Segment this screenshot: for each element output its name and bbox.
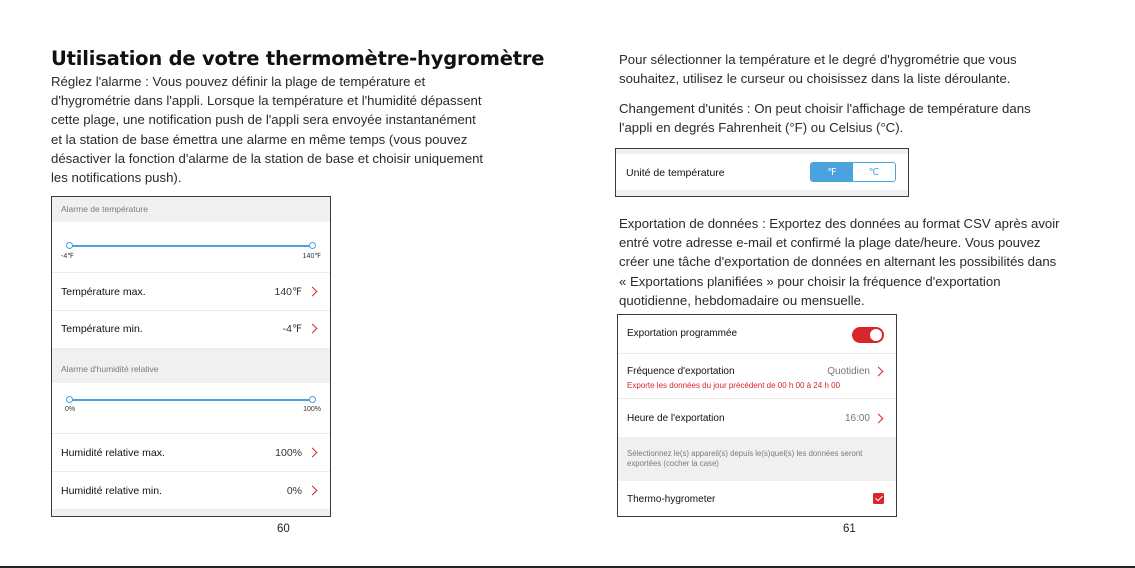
humidity-max-value: 100%: [275, 447, 302, 459]
temp-min-handle[interactable]: [66, 242, 73, 249]
unit-panel-top-strip: [616, 149, 908, 154]
left-page: [0, 0, 567, 568]
alarm-settings-panel: [51, 196, 331, 517]
humidity-min-handle[interactable]: [66, 396, 73, 403]
right-page: [567, 0, 1135, 568]
temp-slider-min-label: -4℉: [61, 253, 74, 260]
celsius-option[interactable]: ℃: [853, 163, 895, 181]
device-checkbox[interactable]: [873, 493, 884, 504]
export-time-value: 16:00: [844, 413, 870, 424]
unit-panel-bottom-strip: [616, 190, 908, 196]
humidity-slider-max-label: 100%: [303, 406, 321, 413]
scheduled-export-row: Exportation programmée: [618, 315, 896, 354]
panel-footer-strip: [52, 510, 330, 517]
export-time-row[interactable]: Heure de l'exportation 16:00: [618, 399, 896, 437]
device-selection-section: Sélectionnez le(s) appareil(s) depuis le(s)quel(s) les données seront exportées (cocher la case): [618, 437, 896, 481]
export-panel: [617, 314, 897, 517]
device-row[interactable]: Thermo-hygrometer: [618, 481, 896, 516]
humidity-slider[interactable]: [52, 383, 330, 434]
chevron-right-icon: [308, 486, 318, 496]
alarm-paragraph: Réglez l'alarme : Vous pouvez définir la plage de température et d'hygrométrie dans l'appli. Lorsque la température et l'humidité dépassent cette plage, une notification push de l'appli sera envoyée instantanément et la station de base émettra une alarme en même temps (vous pouvez désactiver la fonction d'alarme de la station de base et choisir uniquement les notifications push).: [51, 74, 484, 186]
humidity-min-row[interactable]: Humidité relative min. 0%: [52, 472, 330, 510]
humidity-min-value: 0%: [286, 485, 302, 497]
page-number-right: 61: [843, 523, 856, 535]
chevron-right-icon: [874, 367, 884, 377]
temp-max-row[interactable]: Température max. 140℉: [52, 273, 330, 311]
export-frequency-note: Exporte les données du jour précédent de 00 h 00 à 24 h 00: [627, 381, 841, 390]
unit-label: Unité de température: [626, 167, 725, 179]
temp-slider-max-label: 140℉: [302, 253, 321, 260]
page-number-left: 60: [277, 523, 290, 535]
chevron-right-icon: [308, 324, 318, 334]
humidity-alarm-section: Alarme d'humidité relative: [52, 349, 330, 383]
humidity-max-row[interactable]: Humidité relative max. 100%: [52, 434, 330, 472]
intro-paragraph: Pour sélectionner la température et le degré d'hygrométrie que vous souhaitez, utilisez le curseur ou choisissez dans la liste déroulante.: [619, 52, 1017, 87]
fahrenheit-option[interactable]: ℉: [811, 163, 853, 181]
temperature-alarm-section: Alarme de température: [52, 197, 330, 222]
temp-max-handle[interactable]: [309, 242, 316, 249]
humidity-slider-min-label: 0%: [65, 406, 76, 413]
units-paragraph: Changement d'unités : On peut choisir l'affichage de température dans l'appli en degrés Fahrenheit (°F) ou Celsius (°C).: [619, 101, 1031, 136]
chevron-right-icon: [308, 448, 318, 458]
export-frequency-value: Quotidien: [827, 366, 870, 377]
scheduled-export-toggle[interactable]: [852, 327, 884, 343]
chevron-right-icon: [308, 287, 318, 297]
unit-toggle[interactable]: [810, 162, 896, 182]
temperature-slider[interactable]: [52, 222, 330, 273]
temp-min-value: -4℉: [282, 323, 302, 335]
humidity-max-handle[interactable]: [309, 396, 316, 403]
temp-max-value: 140℉: [274, 286, 302, 298]
export-frequency-row[interactable]: Fréquence d'exportation Quotidien Exporte les données du jour précédent de 00 h 00 à 24 h 00: [618, 354, 896, 399]
unit-panel: [615, 148, 909, 197]
temp-min-row[interactable]: Température min. -4℉: [52, 311, 330, 349]
export-paragraph: Exportation de données : Exportez des données au format CSV après avoir entré votre adresse e-mail et confirmé la plage date/heure. Vous pouvez créer une tâche d'exportation de données en alternant les possibilités dans « Exportations planifiées » pour choisir la fréquence d'exportation quotidienne, hebdomadaire ou mensuelle.: [619, 216, 1060, 308]
page-title: Utilisation de votre thermomètre-hygromètre: [51, 47, 545, 70]
chevron-right-icon: [874, 414, 884, 424]
